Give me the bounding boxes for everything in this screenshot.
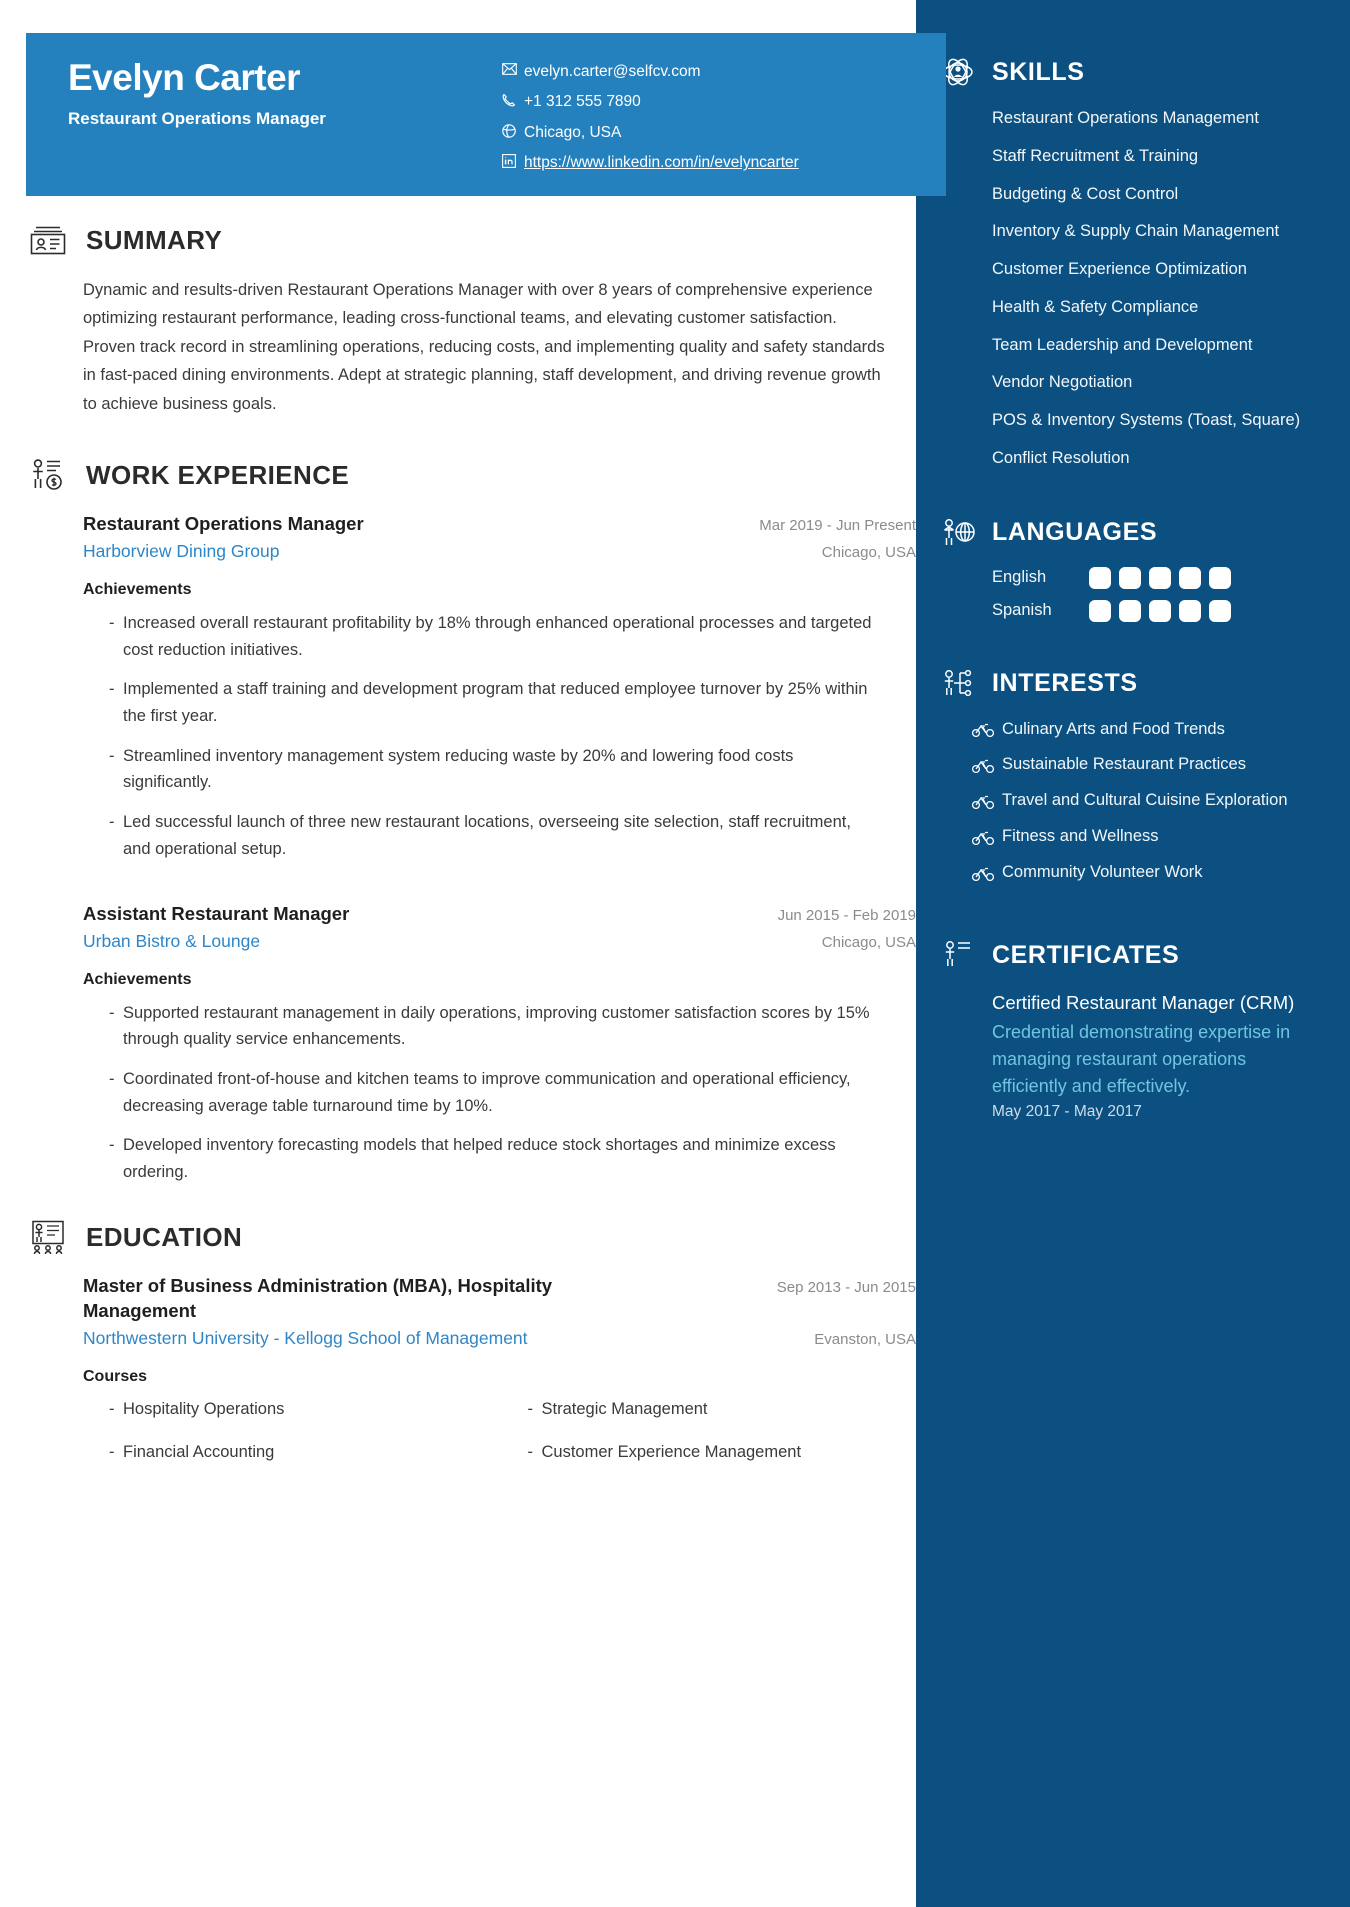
interest-item: [972, 753, 1316, 777]
languages-list: [938, 567, 1316, 622]
sidebar: [916, 0, 1350, 1907]
summary-title: SUMMARY: [86, 224, 223, 255]
course-label: Strategic Management: [541, 1399, 708, 1418]
achievement-text: Streamlined inventory management system reducing waste by 20% and lowering food costs significantly.: [123, 746, 794, 792]
skill-item: Staff Recruitment & Training: [992, 146, 1199, 165]
achievement-text: Implemented a staff training and development program that reduced employee turnover by 25% within the first year.: [123, 680, 868, 725]
bicycle-icon: [972, 757, 1002, 773]
phone-icon: [502, 91, 524, 107]
education-section: [26, 1216, 916, 1466]
education-entry: [26, 1274, 916, 1466]
teacher-board-icon: [26, 1216, 70, 1260]
education-title: EDUCATION: [86, 1222, 243, 1253]
skill-item: Budgeting & Cost Control: [992, 184, 1179, 203]
level-dot: [1089, 600, 1111, 622]
bicycle-icon: [972, 793, 1002, 809]
linkedin-icon: [502, 152, 524, 168]
language-row: [992, 567, 1316, 589]
skill-item: Team Leadership and Development: [992, 335, 1253, 354]
job-role-subtitle: Restaurant Operations Manager: [68, 108, 326, 128]
dash-bullet: -: [527, 1399, 533, 1418]
summary-section: [26, 218, 916, 418]
interest-label: Fitness and Wellness: [1002, 827, 1159, 846]
skill-item: Conflict Resolution: [992, 448, 1130, 467]
certificate-item: [938, 989, 1316, 1121]
achievement-item: [83, 743, 916, 796]
interest-item: [972, 718, 1316, 742]
dash-bullet: -: [109, 1003, 115, 1022]
work-experience-title: WORK EXPERIENCE: [86, 460, 350, 491]
level-dot: [1209, 567, 1231, 589]
person-globe-icon: [938, 513, 978, 553]
linkedin-url[interactable]: https://www.linkedin.com/in/evelyncarter: [524, 154, 799, 172]
language-name: Spanish: [992, 601, 1052, 619]
work-entry: [26, 512, 916, 863]
achievements-label: Achievements: [83, 580, 192, 598]
course-item: [109, 1439, 498, 1465]
interests-section: [938, 664, 1316, 886]
person-lines-icon: [938, 935, 978, 975]
level-dot: [1209, 600, 1231, 622]
degree-date: Sep 2013 - Jun 2015: [776, 1278, 916, 1296]
work-experience-section: [26, 454, 916, 1186]
language-level-english: [1089, 567, 1231, 589]
interest-label: Community Volunteer Work: [1002, 863, 1203, 882]
skills-list: [938, 106, 1316, 471]
interests-title: INTERESTS: [992, 669, 1138, 697]
contact-location-text: Chicago, USA: [524, 123, 622, 141]
dash-bullet: -: [527, 1443, 533, 1462]
contact-email-text: evelyn.carter@selfcv.com: [524, 63, 701, 80]
achievement-text: Developed inventory forecasting models that helped reduce stock shortages and minimize excess ordering.: [123, 1136, 836, 1182]
achievement-item: [83, 1000, 916, 1053]
school-name: Northwestern University - Kellogg School of Management: [83, 1327, 528, 1348]
languages-header: [938, 513, 1316, 553]
certificates-section: [938, 935, 1316, 1121]
interest-label: Culinary Arts and Food Trends: [1002, 719, 1225, 738]
language-level-spanish: [1089, 600, 1231, 622]
achievement-text: Led successful launch of three new restaurant locations, overseeing site selection, staff recruitment, and operational setup.: [123, 813, 851, 858]
job-location: Chicago, USA: [821, 543, 916, 561]
interest-item: [972, 861, 1316, 885]
achievement-item: [83, 676, 916, 729]
summary-header: [26, 218, 916, 262]
envelope-icon: [502, 61, 524, 75]
course-label: Financial Accounting: [123, 1443, 275, 1462]
bicycle-icon: [972, 721, 1002, 737]
achievement-text: Supported restaurant management in daily operations, improving customer satisfaction scores by 15% through quality service enhancements.: [123, 1003, 870, 1049]
course-item: [528, 1396, 917, 1422]
bicycle-icon: [972, 829, 1002, 845]
language-row: [992, 600, 1316, 622]
contact-phone-text: +1 312 555 7890: [524, 93, 641, 111]
job-title: Assistant Restaurant Manager: [83, 902, 350, 924]
main-column: [0, 196, 916, 1470]
interests-header: [938, 664, 1316, 704]
certificates-header: [938, 935, 1316, 975]
language-name: English: [992, 568, 1047, 586]
level-dot: [1119, 567, 1141, 589]
achievement-text: Increased overall restaurant profitability by 18% through enhanced operational processes and targeted cost reduction initiatives.: [123, 613, 872, 659]
certificate-date: May 2017 - May 2017: [992, 1102, 1142, 1120]
interests-list: [938, 718, 1316, 886]
level-dot: [1179, 567, 1201, 589]
job-title: Restaurant Operations Manager: [83, 512, 364, 534]
interest-item: [972, 789, 1316, 813]
level-dot: [1089, 567, 1111, 589]
course-label: Customer Experience Management: [541, 1443, 802, 1462]
languages-title: LANGUAGES: [992, 518, 1158, 546]
courses-label: Courses: [83, 1367, 148, 1385]
achievement-item: [83, 1066, 916, 1119]
dash-bullet: -: [109, 680, 115, 699]
header-banner: [26, 33, 946, 196]
dash-bullet: -: [109, 1399, 115, 1418]
skill-item: Restaurant Operations Management: [992, 109, 1259, 127]
achievement-text: Coordinated front-of-house and kitchen teams to improve communication and operational efficiency, decreasing average table turnaround time by 10%.: [123, 1070, 851, 1115]
level-dot: [1119, 600, 1141, 622]
skills-header: [938, 52, 1316, 92]
achievements-list: [83, 1000, 916, 1186]
achievement-item: [83, 1132, 916, 1185]
skill-item: POS & Inventory Systems (Toast, Square): [992, 411, 1301, 429]
dash-bullet: -: [109, 1136, 115, 1155]
summary-text: Dynamic and results-driven Restaurant Operations Manager with over 8 years of comprehensive experience optimizing restaurant performance, leading cross-functional teams, and elevating customer satisfaction. Proven track record in streamlining operations, reducing costs, and implementing quality and safety standards in fast-paced dining environments. Adept at strategic planning, staff development, and driving revenue growth to achieve business goals.: [83, 281, 885, 413]
skill-item: Inventory & Supply Chain Management: [992, 222, 1280, 241]
job-company: Urban Bistro & Lounge: [83, 930, 261, 951]
globe-pin-icon: [502, 122, 524, 138]
certificate-name: Certified Restaurant Manager (CRM): [992, 992, 1295, 1014]
achievements-label: Achievements: [83, 970, 192, 988]
contact-location: [502, 122, 799, 144]
job-company: Harborview Dining Group: [83, 540, 280, 561]
contact-email: [502, 61, 799, 83]
school-location: Evanston, USA: [814, 1330, 916, 1348]
course-label: Hospitality Operations: [123, 1399, 285, 1418]
contact-list: [502, 57, 799, 183]
dash-bullet: -: [109, 613, 115, 632]
languages-section: [938, 513, 1316, 622]
contact-linkedin[interactable]: [502, 152, 799, 174]
id-card-icon: [26, 218, 70, 262]
page-title: Evelyn Carter: [68, 57, 301, 98]
dash-bullet: -: [109, 1443, 115, 1462]
skills-section: [938, 52, 1316, 471]
certificates-title: CERTIFICATES: [992, 940, 1180, 969]
dash-bullet: -: [109, 1070, 115, 1088]
person-network-icon: [938, 664, 978, 704]
work-experience-header: [26, 454, 916, 498]
level-dot: [1149, 567, 1171, 589]
job-location: Chicago, USA: [821, 933, 916, 951]
interest-item: [972, 825, 1316, 849]
skill-item: Health & Safety Compliance: [992, 297, 1199, 316]
degree-title: Master of Business Administration (MBA), Hospitality Management: [83, 1274, 553, 1321]
bicycle-icon: [972, 865, 1002, 881]
interest-label: Sustainable Restaurant Practices: [1002, 755, 1246, 774]
contact-phone: [502, 91, 799, 113]
skills-title: SKILLS: [992, 57, 1085, 86]
achievement-item: [83, 809, 916, 862]
course-item: [528, 1439, 917, 1465]
courses-grid: [83, 1396, 916, 1466]
skill-item: Customer Experience Optimization: [992, 260, 1247, 278]
dash-bullet: -: [109, 746, 115, 765]
person-money-icon: [26, 454, 70, 498]
dash-bullet: -: [109, 813, 115, 832]
level-dot: [1179, 600, 1201, 622]
job-date: Jun 2015 - Feb 2019: [777, 906, 916, 924]
skill-item: Vendor Negotiation: [992, 373, 1133, 392]
achievements-list: [83, 610, 916, 863]
achievement-item: [83, 610, 916, 663]
course-item: [109, 1396, 498, 1422]
job-date: Mar 2019 - Jun Present: [759, 516, 916, 534]
work-entry: [26, 902, 916, 1186]
education-header: [26, 1216, 916, 1260]
certificate-description: Credential demonstrating expertise in managing restaurant operations efficiently and effectively.: [992, 1021, 1291, 1096]
level-dot: [1149, 600, 1171, 622]
interest-label: Travel and Cultural Cuisine Exploration: [1002, 791, 1288, 810]
